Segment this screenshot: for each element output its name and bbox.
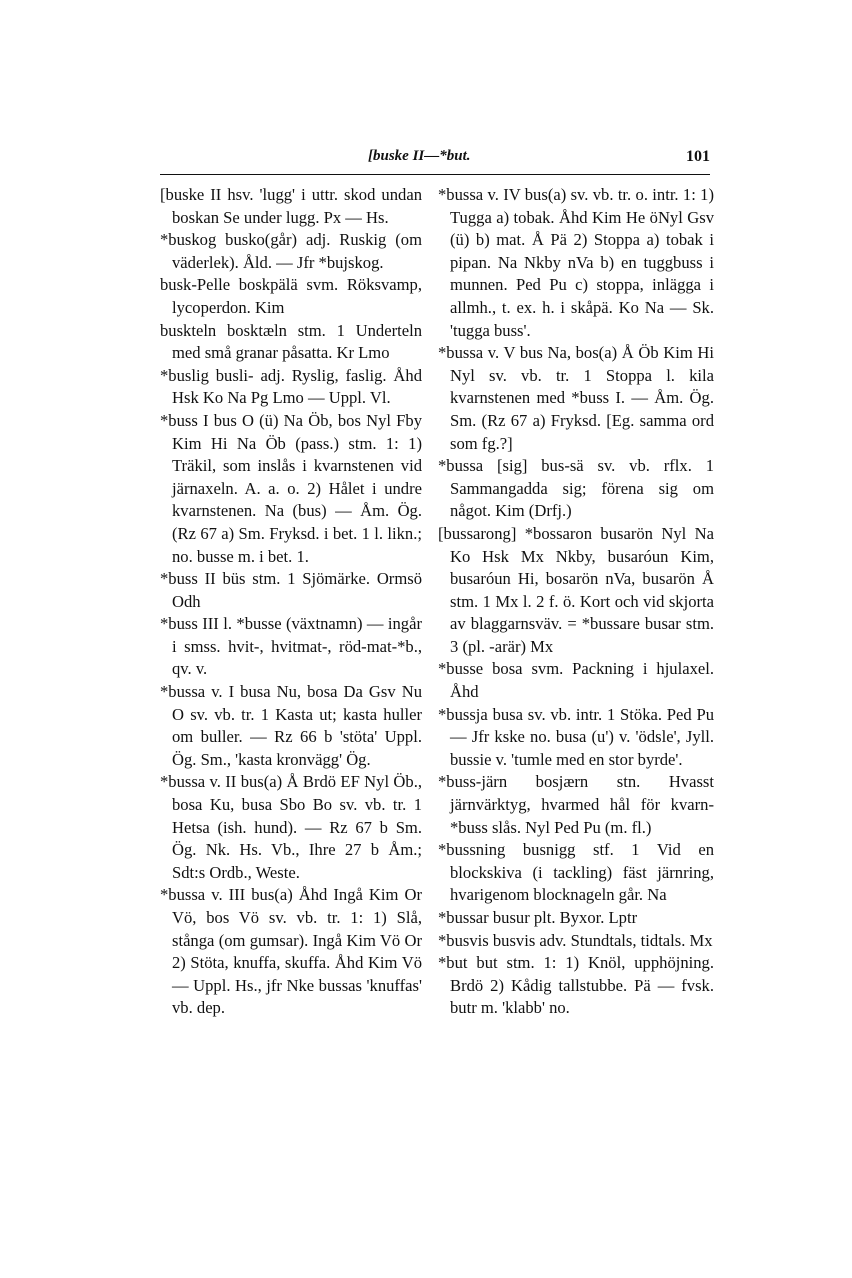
dictionary-entry: [buske II hsv. 'lugg' i uttr. skod undan boskan Se under lugg. Px — Hs. (160, 185, 422, 227)
dictionary-entry: *buskog busko(går) adj. Ruskig (om väderlek). Åld. — Jfr *bujskog. (160, 230, 422, 272)
dictionary-entry: *but but stm. 1: 1) Knöl, upphöjning. Brdö 2) Kådig tallstubbe. Pä — fvsk. butr m. 'klabb' no. (438, 953, 714, 1018)
dictionary-entry: *bussja busa sv. vb. intr. 1 Stöka. Ped Pu — Jfr kske no. busa (u') v. 'ödsle', Jyll. bussie v. 'tumle med en stor byrde'. (438, 704, 714, 769)
dictionary-entry: *bussa v. V bus Na, bos(a) Å Öb Kim Hi Nyl sv. vb. tr. 1 Stoppa l. kila kvarnstenen med *buss I. — Åm. Ög. Sm. (Rz 67 a) Fryksd. [Eg. samma ord som fg.?] (438, 343, 714, 453)
page-number: 101 (686, 148, 710, 165)
dictionary-entry: *bussa v. I busa Nu, bosa Da Gsv Nu O sv. vb. tr. 1 Kasta ut; kasta huller om buller. — Rz 66 b 'stöta' Uppl. Ög. Sm., 'kasta kronvägg' Ög. (160, 682, 422, 769)
dictionary-entry: *buslig busli- adj. Ryslig, faslig. Åhd Hsk Ko Na Pg Lmo — Uppl. Vl. (160, 365, 422, 408)
dictionary-entry: *busse bosa svm. Packning i hjulaxel. Åhd (438, 659, 714, 702)
header-rule (160, 174, 710, 175)
dictionary-entry: [bussarong] *bossaron busarön Nyl Na Ko Hsk Mx Nkby, busaróun Kim, busaróun Hi, bosarön nVa, busarön Å stm. 1 Mx l. 2 f. ö. Kort och vid skjorta av blaggarnsväv. = *bussare busar stm. 3 (pl. -arär) Mx (438, 523, 714, 656)
dictionary-entry: *busvis busvis adv. Stundtals, tidtals. Mx (438, 930, 713, 950)
left-column (160, 184, 422, 1020)
dictionary-entry: *bussa v. IV bus(a) sv. vb. tr. o. intr. 1: 1) Tugga a) tobak. Åhd Kim He öNyl Gsv (ü) b) mat. Å Pä 2) Stoppa a) tobak i pipan. Na Nkby nVa b) en tuggbuss i munnen. Ped Pu c) stoppa, inlägga i allmh., t. ex. h. i skåpä. Ko Na — Sk. 'tugga buss'. (438, 185, 714, 340)
dictionary-entry: *bussar busur plt. Byxor. Lptr (438, 908, 638, 927)
dictionary-entry: busk-Pelle boskpälä svm. Röksvamp, lycoperdon. Kim (160, 275, 422, 317)
dictionary-entry: *buss III l. *busse (växtnamn) — ingår i smss. hvit-, hvitmat-, röd-mat-*b., qv. v. (160, 614, 422, 679)
dictionary-entry: buskteln bosktæln stm. 1 Underteln med små granar påsatta. Kr Lmo (160, 320, 422, 363)
dictionary-entry: *bussa [sig] bus-sä sv. vb. rflx. 1 Sammangadda sig; förena sig om något. Kim (Drfj.) (438, 456, 714, 521)
page-header (160, 148, 710, 172)
dictionary-entry: *bussa v. III bus(a) Åhd Ingå Kim Or Vö, bos Vö sv. vb. tr. 1: 1) Slå, stånga (om gumsar). Ingå Kim Vö Or 2) Stöta, knuffa, skuffa. Åhd Kim Vö — Uppl. Hs., jfr Nke bussas 'knuffas' vb. dep. (160, 885, 422, 1018)
running-head: [buske II—*but. (368, 148, 471, 164)
dictionary-entry: *bussa v. II bus(a) Å Brdö EF Nyl Öb., bosa Ku, busa Sbo Bo sv. vb. tr. 1 Hetsa (ish. hund). — Rz 67 b Sm. Ög. Nk. Hs. Vb., Ihre 27 b Åm.; Sdt:s Ordb., Weste. (160, 772, 422, 882)
dictionary-entry: *buss II büs stm. 1 Sjömärke. Ormsö Odh (160, 569, 422, 611)
dictionary-entry: *buss I bus O (ü) Na Öb, bos Nyl Fby Kim Hi Na Öb (pass.) stm. 1: 1) Träkil, som inslås i kvarnstenen vid järnaxeln. A. a. o. 2) Hålet i undre kvarnstenen. Na (bus) — Åm. Ög. (Rz 67 a) Sm. Fryksd. i bet. 1 l. likn.; no. busse m. i bet. 1. (160, 410, 422, 566)
dictionary-entry: *buss-järn bosjærn stn. Hvasst järnvärktyg, hvarmed hål för kvarn-*buss slås. Nyl Ped Pu (m. fl.) (438, 772, 714, 837)
dictionary-entry: *bussning busnigg stf. 1 Vid en blockskiva (i tackling) fäst järnring, hvarigenom blocknageln går. Na (438, 840, 714, 905)
right-column (438, 184, 714, 1020)
